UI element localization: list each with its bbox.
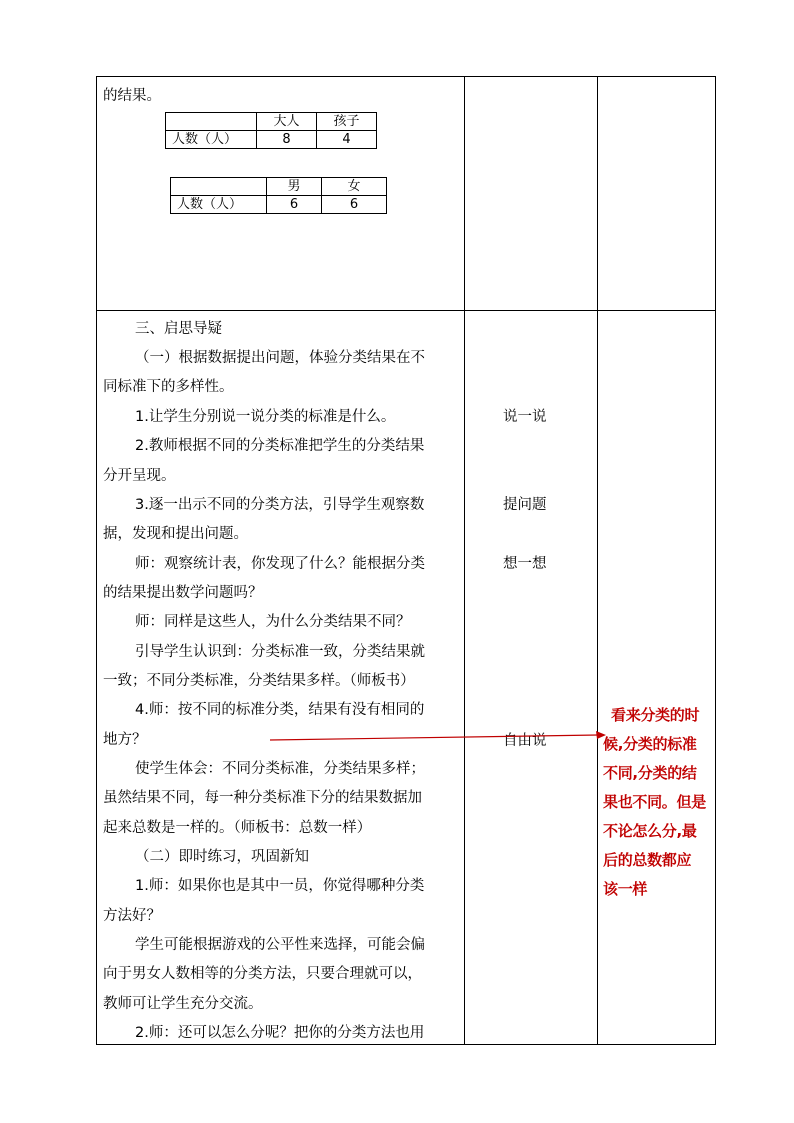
annotation-line: 看来分类的时 [611, 706, 700, 724]
body-line: 地方？ [103, 732, 147, 748]
body-line: 师：同样是这些人，为什么分类结果不同？ [135, 614, 411, 630]
table-header-cell: 大人 [257, 113, 317, 131]
body-line: 引导学生认识到：分类标准一致，分类结果就 [135, 644, 425, 660]
activity-think: 想一想 [503, 556, 547, 572]
body-line: 分开呈现。 [103, 468, 176, 484]
body-line: 4.师：按不同的标准分类，结果有没有相同的 [135, 702, 425, 718]
body-line: 虽然结果不同，每一种分类标准下分的结果数据加 [103, 790, 422, 806]
table-cell: 6 [267, 196, 322, 214]
table-header-cell: 男 [267, 178, 322, 196]
annotation-line: 果也不同。但是 [603, 793, 706, 811]
body-line: 起来总数是一样的。（师板书：总数一样） [103, 820, 372, 836]
table-row-label: 人数（人） [166, 131, 257, 149]
body-line: 使学生体会：不同分类标准，分类结果多样； [135, 761, 425, 777]
body-line: 的结果提出数学问题吗？ [103, 585, 263, 601]
annotation-line: 不论怎么分,最 [603, 822, 697, 840]
result-text: 的结果。 [103, 88, 161, 104]
table-row-label: 人数（人） [171, 196, 267, 214]
body-line: 方法好？ [103, 908, 161, 924]
body-line: 向于男女人数相等的分类方法，只要合理就可以， [103, 966, 422, 982]
body-line: 教师可让学生充分交流。 [103, 996, 263, 1012]
body-line: 1.让学生分别说一说分类的标准是什么。 [135, 409, 396, 425]
annotation-line: 候,分类的标准 [603, 735, 697, 753]
body-line: （一）根据数据提出问题，体验分类结果在不 [135, 350, 425, 366]
table-cell: 6 [322, 196, 387, 214]
annotation-line: 该一样 [603, 880, 648, 898]
body-line: 一致；不同分类标准，分类结果多样。（师板书） [103, 673, 415, 689]
body-line: 同标准下的多样性。 [103, 379, 234, 395]
body-line: 1.师：如果你也是其中一员，你觉得哪种分类 [135, 878, 425, 894]
annotation-line: 后的总数都应 [603, 851, 692, 869]
body-line: （二）即时练习，巩固新知 [135, 849, 309, 865]
table-cell: 4 [317, 131, 377, 149]
section-heading: 三、启思导疑 [135, 321, 222, 337]
activity-say: 说一说 [503, 409, 547, 425]
body-line: 学生可能根据游戏的公平性来选择，可能会偏 [135, 937, 425, 953]
table-header-cell: 女 [322, 178, 387, 196]
body-line: 2.师：还可以怎么分呢？把你的分类方法也用 [135, 1025, 425, 1041]
body-line: 2.教师根据不同的分类标准把学生的分类结果 [135, 438, 425, 454]
body-line: 师：观察统计表，你发现了什么？能根据分类 [135, 556, 425, 572]
activity-free-talk: 自由说 [503, 733, 547, 749]
table-header-cell: 孩子 [317, 113, 377, 131]
activity-ask: 提问题 [503, 497, 547, 513]
table-cell: 8 [257, 131, 317, 149]
annotation-note [603, 701, 715, 904]
body-line: 据，发现和提出问题。 [103, 526, 248, 542]
annotation-line: 不同,分类的结 [603, 764, 697, 782]
body-line: 3.逐一出示不同的分类方法，引导学生观察数 [135, 497, 425, 513]
